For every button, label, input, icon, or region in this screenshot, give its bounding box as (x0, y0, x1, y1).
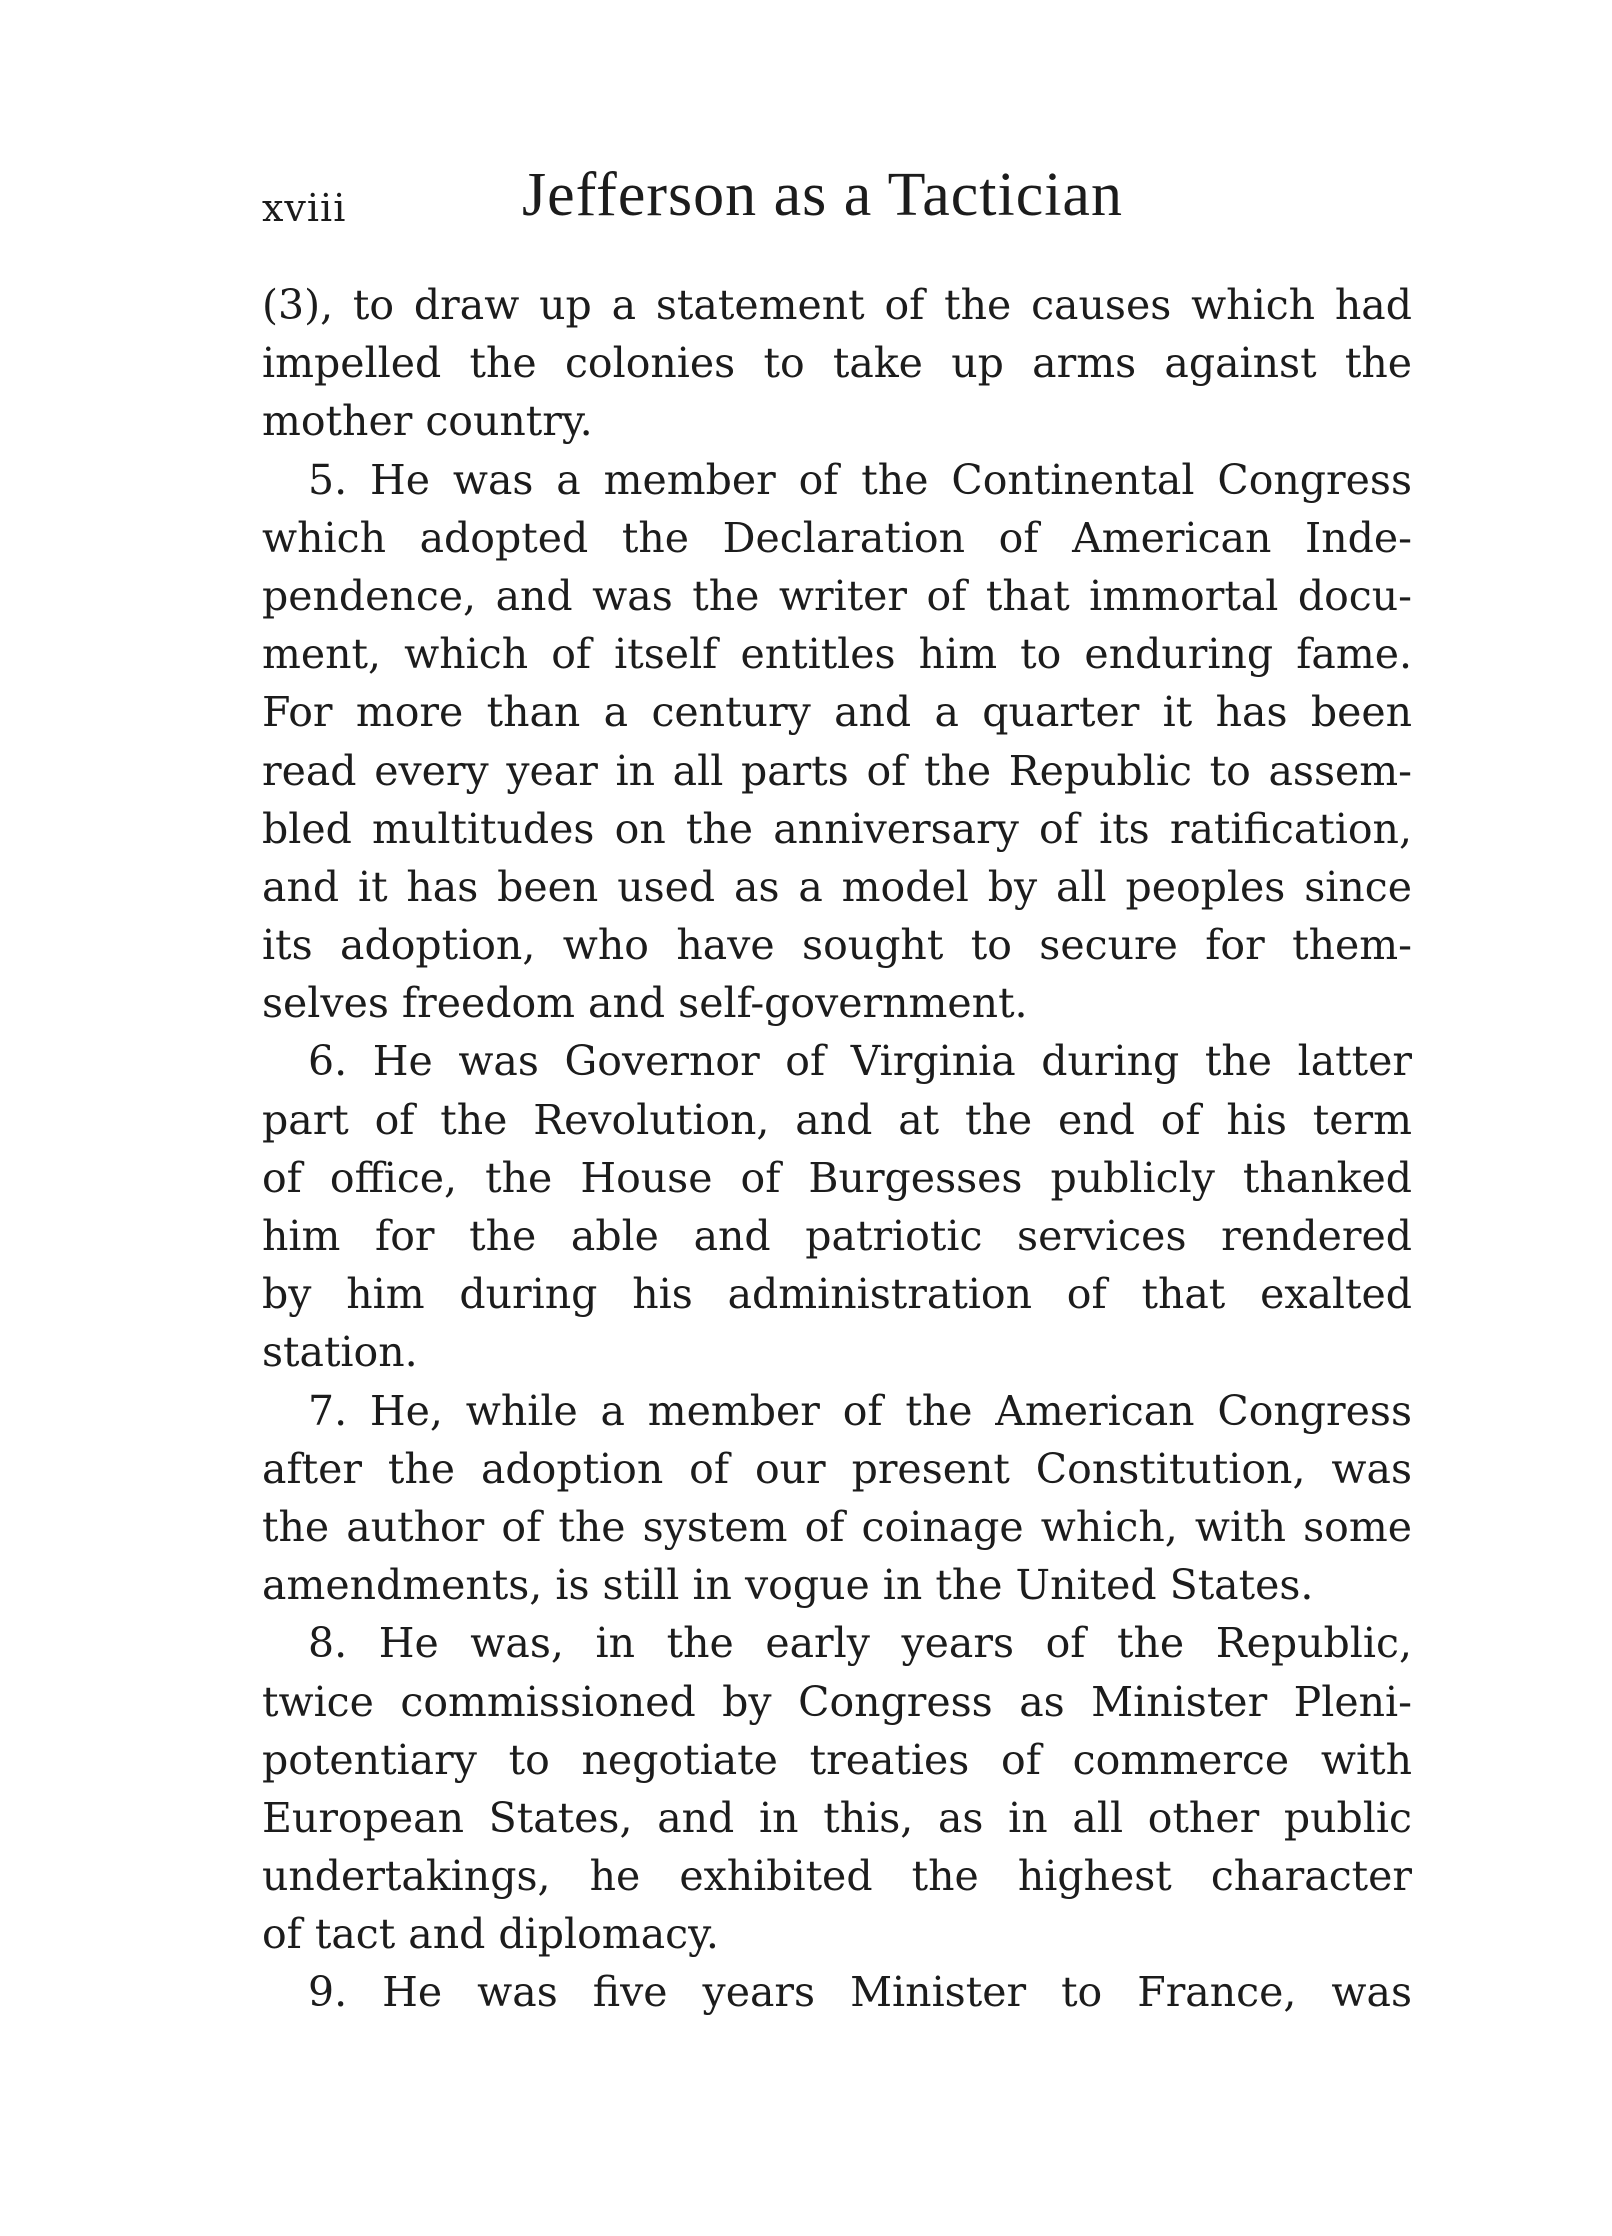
text-line: ment, which of itself entitles him to enduring fame. (262, 630, 1412, 679)
text-line: after the adoption of our present Constitution, was (262, 1444, 1412, 1493)
text-line: impelled the colonies to take up arms against the (262, 339, 1412, 388)
text-line: station. (262, 1328, 418, 1377)
text-line: 6. He was Governor of Virginia during the latter (308, 1037, 1412, 1086)
text-line: of tact and diplomacy. (262, 1910, 719, 1959)
text-line: (3), to draw up a statement of the causes which had (262, 281, 1412, 329)
text-line: read every year in all parts of the Republic to assem- (262, 746, 1412, 795)
running-head (262, 160, 1412, 240)
text-line: undertakings, he exhibited the highest character (262, 1852, 1412, 1901)
text-line: its adoption, who have sought to secure for them- (262, 921, 1412, 970)
text-line: mother country. (262, 397, 593, 446)
running-title: Jefferson as a Tactician (522, 161, 1123, 229)
text-line: 7. He, while a member of the American Congress (308, 1386, 1412, 1435)
text-line: by him during his administration of that exalted (262, 1270, 1412, 1319)
text-line: and it has been used as a model by all peoples since (262, 862, 1412, 911)
text-line: the author of the system of coinage which, with some (262, 1502, 1412, 1551)
text-line: him for the able and patriotic services rendered (262, 1212, 1412, 1260)
text-line: 5. He was a member of the Continental Congress (308, 455, 1412, 504)
text-line: European States, and in this, as in all other public (262, 1793, 1412, 1842)
text-line: selves freedom and self-government. (262, 979, 1028, 1028)
text-line: potentiary to negotiate treaties of commerce with (262, 1735, 1412, 1784)
text-line: 9. He was five years Minister to France, was (308, 1968, 1412, 2017)
text-line: bled multitudes on the anniversary of its ratification, (262, 804, 1412, 853)
body-text (262, 276, 1412, 2022)
text-line: which adopted the Declaration of American Inde- (262, 513, 1412, 562)
text-line: 8. He was, in the early years of the Republic, (308, 1619, 1412, 1668)
text-line: amendments, is still in vogue in the United States. (262, 1561, 1314, 1610)
text-line: part of the Revolution, and at the end of his term (262, 1095, 1412, 1144)
text-line: of office, the House of Burgesses publicly thanked (262, 1153, 1412, 1202)
text-line: For more than a century and a quarter it has been (262, 688, 1412, 737)
text-line: pendence, and was the writer of that immortal docu- (262, 571, 1412, 620)
page-number: xviii (262, 186, 347, 230)
text-line: twice commissioned by Congress as Minister Pleni- (262, 1677, 1412, 1726)
